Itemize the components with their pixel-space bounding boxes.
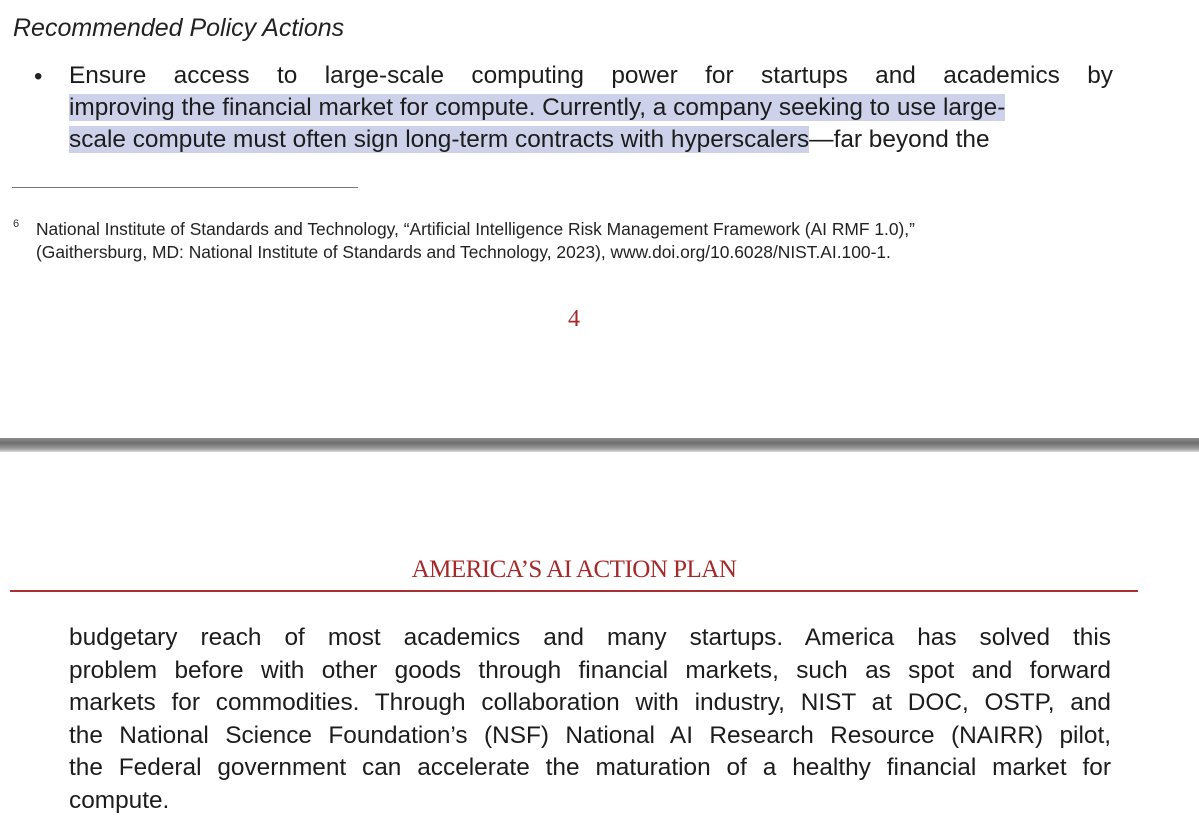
footnote-separator [12,187,358,188]
footnote-marker: 6 [13,218,20,230]
body-line[interactable]: the Federal government can accelerate the maturation of a healthy financial market for [69,754,1111,781]
running-header: AMERICA’S AI ACTION PLAN [411,556,737,583]
bullet-line[interactable] [69,124,1113,156]
text-selection-highlight[interactable]: improving the financial market for compute. Currently, a company seeking to use large- [69,94,1006,121]
body-line[interactable]: compute. [69,786,170,814]
page-break-divider [0,438,1199,452]
bullet-paragraph[interactable] [69,60,1113,156]
header-rule [10,590,1138,592]
body-line[interactable]: problem before with other goods through financial markets, such as spot and forward [69,656,1111,684]
section-heading: Recommended Policy Actions [13,14,345,42]
bullet-line[interactable]: Ensure access to large-scale computing power for startups and academics by [69,62,1113,89]
page-number: 4 [568,306,580,332]
bullet-icon: • [34,63,43,90]
body-paragraph[interactable] [69,622,1111,817]
footnote-line[interactable]: National Institute of Standards and Technology, “Artificial Intelligence Risk Management Framework (AI RMF 1.0),” [36,219,915,239]
bullet-line-tail[interactable]: —far beyond the [809,126,990,153]
body-line[interactable]: the National Science Foundation’s (NSF) National AI Research Resource (NAIRR) pilot, [69,721,1111,749]
body-line[interactable]: budgetary reach of most academics and many startups. America has solved this [69,624,1111,651]
text-selection-highlight[interactable]: scale compute must often sign long-term contracts with hyperscalers [69,126,810,153]
body-line[interactable]: markets for commodities. Through collaboration with industry, NIST at DOC, OSTP, and [69,689,1111,716]
footnote-text[interactable] [36,218,1106,264]
bullet-line-selected[interactable] [69,92,1113,124]
footnote-line[interactable]: (Gaithersburg, MD: National Institute of Standards and Technology, 2023), www.doi.org/10.6028/NIST.AI.100-1. [36,242,891,262]
document-page-bottom [0,452,1199,825]
